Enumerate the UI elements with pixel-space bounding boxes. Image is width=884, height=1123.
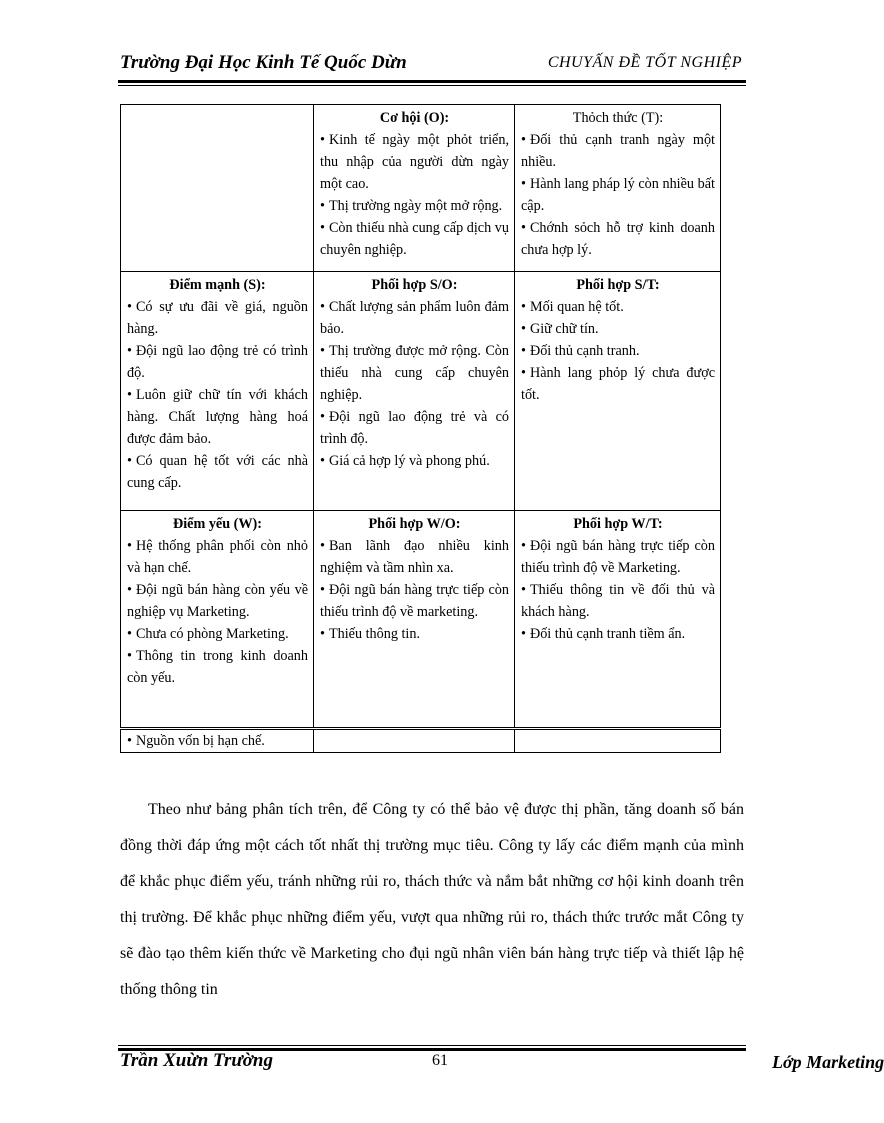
weaknesses-cell xyxy=(121,511,314,729)
opportunity-item: • Còn thiếu nhà cung cấp dịch vụ chuyên nghiệp. xyxy=(320,217,509,261)
wo-strategy-item: • Đội ngũ bán hàng trực tiếp còn thiếu trình độ về marketing. xyxy=(320,579,509,623)
weakness-item: • Hệ thống phân phối còn nhỏ và hạn chế. xyxy=(127,535,308,579)
wt-strategy-title: Phối hợp W/T: xyxy=(573,516,663,532)
opportunity-item: • Thị trường ngày một mở rộng. xyxy=(320,195,509,217)
weaknesses-title: Điểm yếu (W): xyxy=(172,516,263,532)
weakness-item: • Đội ngũ bán hàng còn yếu về nghiệp vụ Marketing. xyxy=(127,579,308,623)
opportunities-cell xyxy=(314,105,515,272)
wt-strategy-cell xyxy=(515,511,721,729)
st-strategy-item: • Hành lang phỏp lý chưa được tốt. xyxy=(521,362,715,406)
st-strategy-cell xyxy=(515,272,721,511)
threat-item: • Chớnh sỏch hỗ trợ kinh doanh chưa hợp lý. xyxy=(521,217,715,261)
wt-strategy-item: • Đối thủ cạnh tranh tiềm ẩn. xyxy=(521,623,715,645)
swot-table xyxy=(120,104,721,753)
swot-row-opportunities-threats xyxy=(121,105,721,272)
opportunities-title: Cơ hội (O): xyxy=(379,110,450,126)
footer-class: Lớp Marketing xyxy=(772,1052,884,1072)
wo-strategy-item: • Thiếu thông tin. xyxy=(320,623,509,645)
st-strategy-item: • Mối quan hệ tốt. xyxy=(521,296,715,318)
empty-cell xyxy=(515,729,721,753)
strength-item: • Có sự ưu đãi về giá, nguồn hàng. xyxy=(127,296,308,340)
empty-corner-cell xyxy=(121,105,314,272)
swot-row-weaknesses xyxy=(121,511,721,729)
threat-item: • Hành lang pháp lý còn nhiều bất cập. xyxy=(521,173,715,217)
header-school-name: Trường Đại Học Kinh Tế Quốc Dừn xyxy=(120,52,407,73)
wo-strategy-title: Phối hợp W/O: xyxy=(368,516,461,532)
wt-strategy-item: • Thiếu thông tin về đối thủ và khách hàng. xyxy=(521,579,715,623)
empty-cell xyxy=(314,729,515,753)
weakness-item: • Nguồn vốn bị hạn chế. xyxy=(127,730,308,752)
wo-strategy-cell xyxy=(314,511,515,729)
header-rule-thin xyxy=(118,85,746,86)
st-strategy-title: Phối hợp S/T: xyxy=(576,277,660,293)
st-strategy-item: • Đối thủ cạnh tranh. xyxy=(521,340,715,362)
page-number: 61 xyxy=(432,1052,448,1069)
threats-title: Thỏch thức (T): xyxy=(572,110,664,126)
footer-author: Trần Xuừn Trường xyxy=(120,1050,273,1071)
body-text xyxy=(120,792,744,1008)
swot-row-extra xyxy=(121,729,721,753)
so-strategy-item: • Đội ngũ lao động trẻ và có trình độ. xyxy=(320,406,509,450)
strengths-cell xyxy=(121,272,314,511)
swot-row-strengths xyxy=(121,272,721,511)
header-rule-thick xyxy=(118,80,746,83)
so-strategy-title: Phối hợp S/O: xyxy=(371,277,458,293)
wt-strategy-item: • Đội ngũ bán hàng trực tiếp còn thiếu trình độ về Marketing. xyxy=(521,535,715,579)
so-strategy-cell xyxy=(314,272,515,511)
so-strategy-item: • Giá cả hợp lý và phong phú. xyxy=(320,450,509,472)
body-paragraph: Theo như bảng phân tích trên, để Công ty có thể bảo vệ được thị phần, tăng doanh số bán đồng thời đáp ứng một cách tốt nhất thị trường mục tiêu. Công ty lấy các điểm mạnh của mình để khắc phục điểm yếu, tránh những rủi ro, thách thức và nắm bắt những cơ hội kinh doanh trên thị trường. Để khắc phục những điểm yếu, vượt qua những rủi ro, thách thức trước mắt Công ty sẽ đào tạo thêm kiến thức về Marketing cho đụi ngũ nhân viên bán hàng trực tiếp và thiết lập hệ thống thông tin xyxy=(120,801,744,998)
header-document-type: CHUYẤN ĐỀ TỐT NGHIỆP xyxy=(547,54,742,71)
weakness-item: • Chưa có phòng Marketing. xyxy=(127,623,308,645)
threat-item: • Đối thủ cạnh tranh ngày một nhiều. xyxy=(521,129,715,173)
strengths-title: Điểm mạnh (S): xyxy=(169,277,266,293)
wo-strategy-item: • Ban lãnh đạo nhiều kinh nghiệm và tầm nhìn xa. xyxy=(320,535,509,579)
opportunity-item: • Kinh tế ngày một phỏt triển, thu nhập của người dừn ngày một cao. xyxy=(320,129,509,195)
strength-item: • Đội ngũ lao động trẻ có trình độ. xyxy=(127,340,308,384)
st-strategy-item: • Giữ chữ tín. xyxy=(521,318,715,340)
strength-item: • Luôn giữ chữ tín với khách hàng. Chất lượng hàng hoá được đảm bảo. xyxy=(127,384,308,450)
weakness-item: • Thông tin trong kinh doanh còn yếu. xyxy=(127,645,308,689)
footer-rule-thin xyxy=(118,1045,746,1046)
so-strategy-item: • Thị trường được mở rộng. Còn thiếu nhà cung cấp chuyên nghiệp. xyxy=(320,340,509,406)
strength-item: • Có quan hệ tốt với các nhà cung cấp. xyxy=(127,450,308,494)
extra-weakness-cell xyxy=(121,729,314,753)
so-strategy-item: • Chất lượng sản phẩm luôn đảm bảo. xyxy=(320,296,509,340)
threats-cell xyxy=(515,105,721,272)
